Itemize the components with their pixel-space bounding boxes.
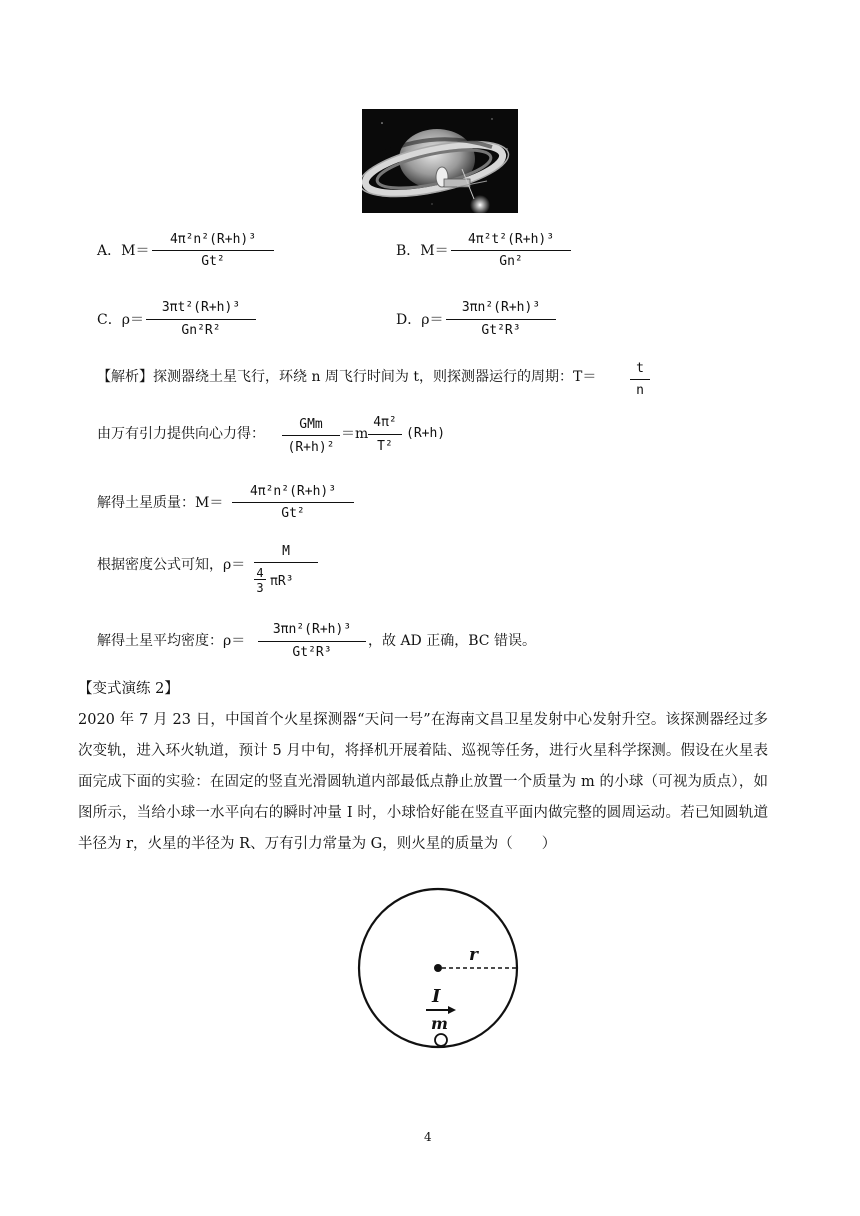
option-b-numerator: 4π²t²(R+h)³ [467,232,555,247]
option-c-numerator: 3πt²(R+h)³ [161,300,241,315]
option-b-label: B．M＝ [396,243,449,259]
period-numerator: t [636,361,644,376]
solution-line-5: 解得土星平均密度：ρ＝ [97,633,246,649]
center-point [434,964,442,972]
solution-line-4: 根据密度公式可知，ρ＝ [97,557,246,573]
mass-denominator: Gt² [281,506,305,521]
option-d-fraction [446,298,556,340]
solution-line-2: 由万有引力提供向心力得： [97,426,265,442]
mass-numerator: 4π²n²(R+h)³ [249,484,337,499]
impulse-arrowhead [448,1006,456,1014]
centripetal-denominator: T² [377,439,393,454]
option-b-denominator: Gn² [499,254,523,269]
ball [435,1034,447,1046]
gravity-denominator: (R+h)² [287,440,335,455]
density-formula-fraction [254,543,318,595]
four-thirds-denominator: 3 [256,581,264,595]
option-d-numerator: 3πn²(R+h)³ [461,300,541,315]
centripetal-fraction [368,413,402,457]
impulse-label: I [432,986,441,1007]
option-a-numerator: 4π²n²(R+h)³ [169,232,257,247]
conclusion-text: ，故 AD 正确，BC 错误。 [368,633,536,649]
period-denominator: n [636,383,644,398]
option-b-fraction [451,230,571,270]
equals-m: ＝m [341,426,369,442]
gravity-numerator: GMm [299,417,323,432]
average-density-numerator: 3πn²(R+h)³ [272,622,352,637]
option-d-denominator: Gt²R³ [481,323,521,338]
variant-heading: 【变式演练 2】 [78,681,179,697]
four-thirds-fraction [254,565,266,595]
average-density-denominator: Gt²R³ [292,645,332,660]
circular-track-svg [356,886,520,1050]
option-c-denominator: Gn²R² [181,323,221,338]
density-formula-numerator: M [282,544,290,559]
radius-term: (R+h) [406,426,446,441]
mass-label: m [431,1014,448,1033]
option-c-fraction [146,298,256,340]
gravity-fraction [282,416,340,458]
circular-track-diagram [356,886,520,1050]
saturn-probe-image [362,109,518,213]
option-d-label: D．ρ＝ [396,312,444,328]
variant-problem-text: 2020 年 7 月 23 日，中国首个火星探测器“天问一号”在海南文昌卫星发射中心发射升空。该探测器经过多次变轨，进入环火轨道，预计 5 月中旬，将择机开展着陆、巡视等任务，进行火星科学探测。假设在火星表面完成下面的实验：在固定的竖直光滑圆轨道内部最低点静止放置一个质量为 m 的小球（可视为质点），如图所示，当给小球一水平向右的瞬时冲量 I 时，小球恰好能在竖直平面内做完整的圆周运动。若已知圆轨道半径为 r，火星的半径为 R、万有引力常量为 G，则火星的质量为（ ） [78,712,768,852]
option-a-denominator: Gt² [201,254,225,269]
period-fraction [630,360,650,400]
page-number: 4 [424,1130,432,1144]
option-c-label: C．ρ＝ [97,312,144,328]
centripetal-numerator: 4π² [373,415,397,430]
mass-fraction [232,482,354,522]
average-density-fraction [258,620,366,662]
four-thirds-numerator: 4 [256,566,264,580]
option-a-fraction [152,230,274,270]
pi-r-cubed: πR³ [270,574,294,589]
solution-line-1: 【解析】探测器绕土星飞行，环绕 n 周飞行时间为 t，则探测器运行的周期：T＝ [97,369,597,385]
volume-expression [254,565,318,595]
solution-line-3: 解得土星质量：M＝ [97,495,224,511]
radius-label: r [469,945,478,965]
option-a-label: A．M＝ [97,243,150,259]
